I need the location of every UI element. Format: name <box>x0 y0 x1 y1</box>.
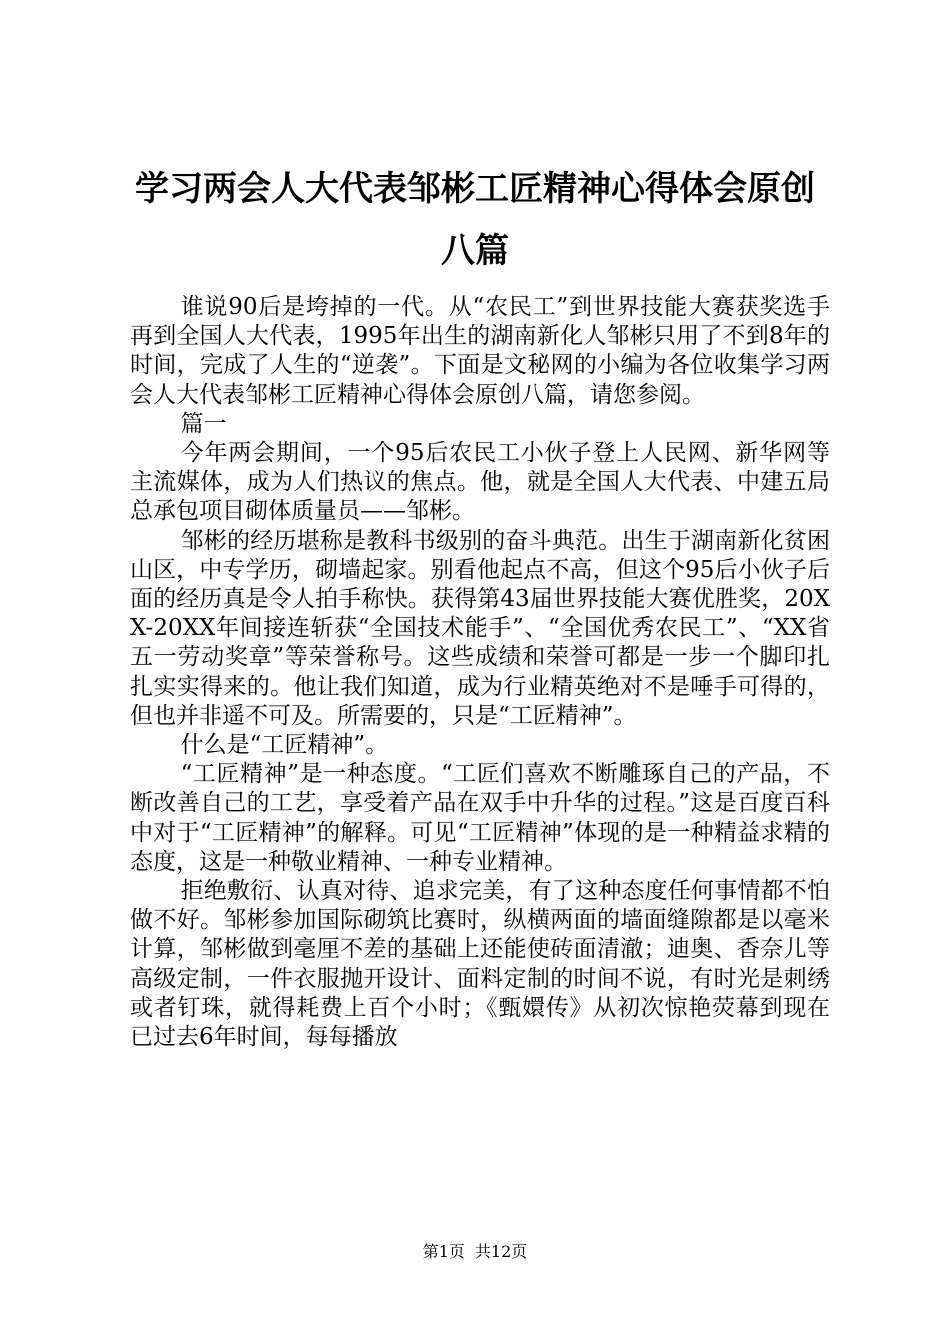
page-total: 共12页 <box>474 1242 528 1261</box>
paragraph: 邹彬的经历堪称是教科书级别的奋斗典范。出生于湖南新化贫困山区，中专学历，砌墙起家。别看他起点不高，但这个95后小伙子后面的经历真是令人拍手称快。获得第43届世界技能大赛优胜奖，20XX-20XX年间接连斩获“全国技术能手”、“全国优秀农民工”、“XX省五一劳动奖章”等荣誉称号。这些成绩和荣誉可都是一步一个脚印扎扎实实得来的。他让我们知道，成为行业精英绝对不是唾手可得的，但也并非遥不可及。所需要的，只是“工匠精神”。 <box>130 527 830 729</box>
page-number: 第1页 <box>422 1242 465 1261</box>
page-footer <box>0 1240 950 1264</box>
paragraph: “工匠精神”是一种态度。“工匠们喜欢不断雕琢自己的产品，不断改善自己的工艺，享受着产品在双手中升华的过程。”这是百度百科中对于“工匠精神”的解释。可见“工匠精神”体现的是一种精益求精的态度，这是一种敬业精神、一种专业精神。 <box>130 761 830 875</box>
document-body <box>130 293 830 1052</box>
title-line-1: 学习两会人大代表邹彬工匠精神心得体会原创 <box>135 169 815 209</box>
paragraph-intro: 谁说90后是垮掉的一代。从“农民工”到世界技能大赛获奖选手再到全国人大代表，1995年出生的湖南新化人邹彬只用了不到8年的时间，完成了人生的“逆袭”。下面是文秘网的小编为各位收集学习两会人大代表邹彬工匠精神心得体会原创八篇，请您参阅。 <box>130 294 830 408</box>
paragraph: 拒绝敷衍、认真对待、追求完美，有了这种态度任何事情都不怕做不好。邹彬参加国际砌筑比赛时，纵横两面的墙面缝隙都是以毫米计算，邹彬做到毫厘不差的基础上还能使砖面清澈；迪奥、香奈儿等高级定制，一件衣服抛开设计、面料定制的时间不说，有时光是刺绣或者钉珠，就得耗费上百个小时；《甄嬛传》从初次惊艳荧幕到现在已过去6年时间，每每播放 <box>130 878 830 1051</box>
section-heading: 篇一 <box>180 410 227 437</box>
paragraph: 今年两会期间，一个95后农民工小伙子登上人民网、新华网等主流媒体，成为人们热议的焦点。他，就是全国人大代表、中建五局总承包项目砌体质量员——邹彬。 <box>130 440 830 525</box>
document-title <box>100 158 850 282</box>
paragraph: 什么是“工匠精神”。 <box>180 732 389 759</box>
title-line-2: 八篇 <box>441 231 509 271</box>
